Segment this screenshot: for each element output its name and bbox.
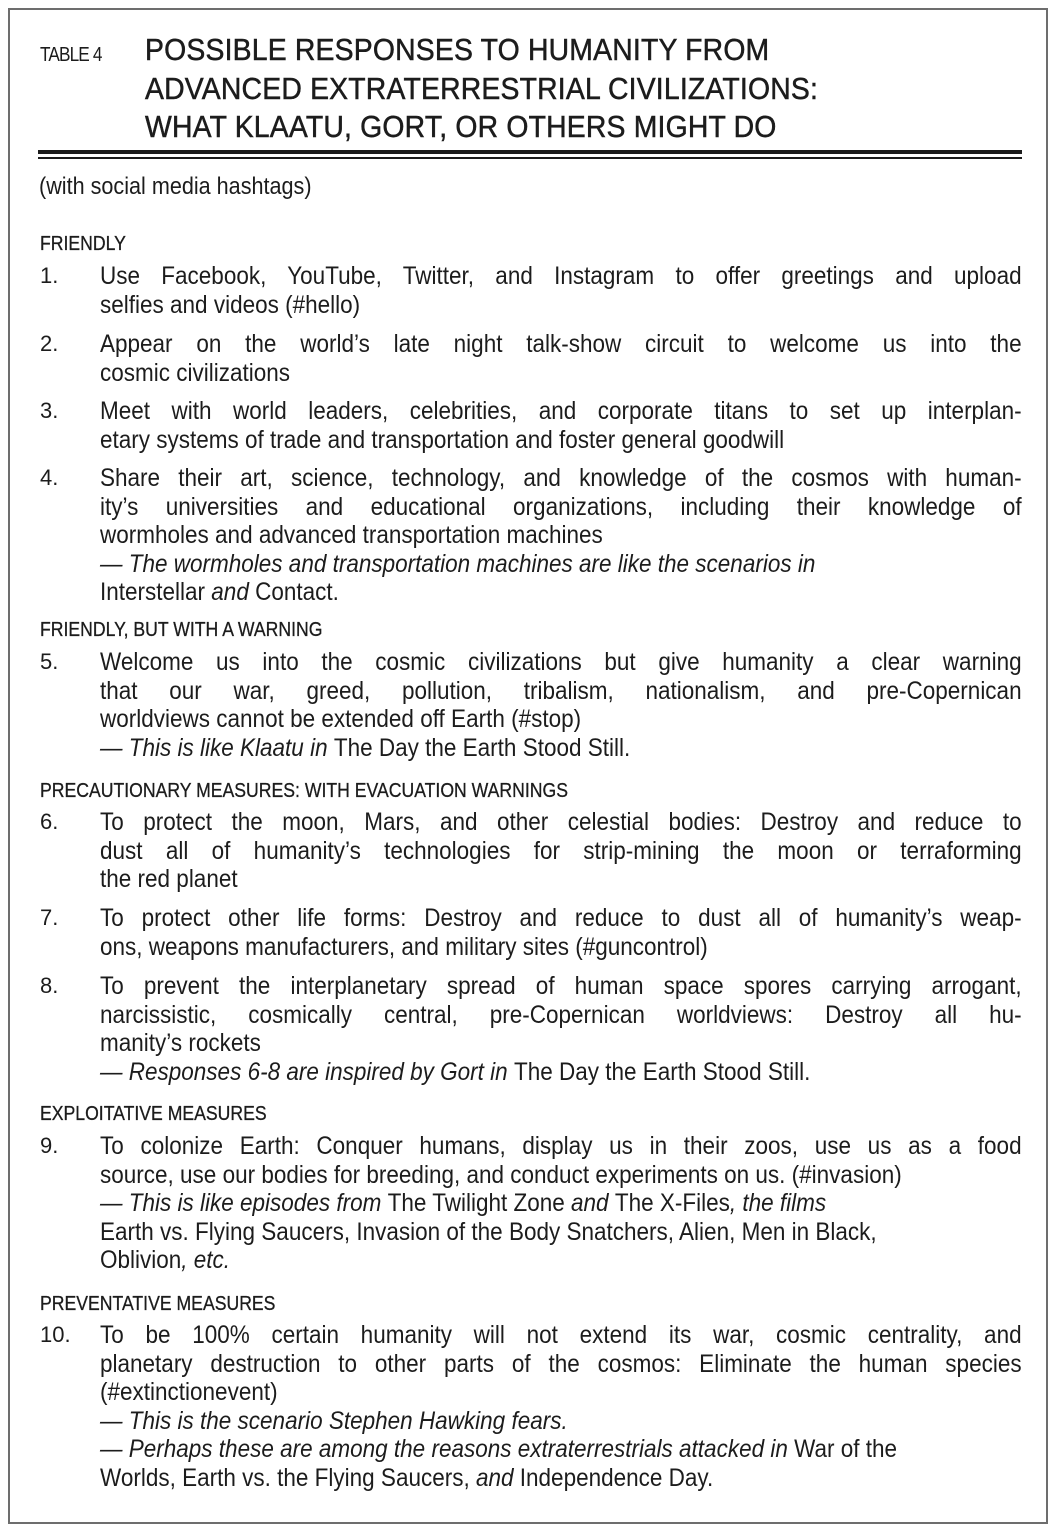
item-number: 3.	[40, 398, 59, 423]
item-note	[100, 550, 1022, 579]
section-heading: PREVENTATIVE MEASURES	[40, 1292, 276, 1315]
title-rule-thin	[38, 157, 1022, 159]
item-line: Use Facebook, YouTube, Twitter, and Instagram to offer greetings and upload	[100, 262, 1022, 290]
item-number: 10.	[40, 1322, 71, 1347]
note-title: Earth vs. Flying Saucers, Invasion of the Body Snatchers, Alien, Men in Black,	[100, 1217, 877, 1246]
item-line: planetary destruction to other parts of the cosmos: Eliminate the human species	[100, 1349, 1022, 1378]
note-commentary: , etc.	[181, 1246, 231, 1275]
item-number: 7.	[40, 905, 59, 930]
item-line: selfies and videos (#hello)	[100, 290, 361, 319]
title-rule-thick	[38, 150, 1022, 154]
item-line: ity’s universities and educational organizations, including their knowledge of	[100, 492, 1022, 521]
item-number: 9.	[40, 1133, 59, 1158]
title-line: WHAT KLAATU, GORT, OR OTHERS MIGHT DO	[145, 110, 777, 144]
item-text	[100, 808, 1022, 894]
note-title: Independence Day.	[519, 1463, 714, 1492]
item-line: that our war, greed, pollution, tribalism, nationalism, and pre-Copernican	[100, 676, 1022, 705]
note-title: The X-Files	[614, 1189, 730, 1218]
item-text	[100, 904, 1022, 961]
item-line: Welcome us into the cosmic civilizations but give humanity a clear warning	[100, 648, 1022, 676]
section-heading: EXPLOITATIVE MEASURES	[40, 1102, 267, 1125]
item-number: 4.	[40, 465, 59, 490]
item-line: To protect other life forms: Destroy and reduce to dust all of humanity’s weap-	[100, 904, 1022, 932]
title-line: ADVANCED EXTRATERRESTRIAL CIVILIZATIONS:	[145, 71, 819, 106]
note-title: The Day the Earth Stood Still.	[333, 733, 631, 762]
note-title: Worlds, Earth vs. the Flying Saucers,	[100, 1463, 470, 1492]
title-line: POSSIBLE RESPONSES TO HUMANITY FROM	[145, 33, 770, 67]
item-line: manity’s rockets	[100, 1029, 261, 1058]
section-heading: PRECAUTIONARY MEASURES: WITH EVACUATION WARNINGS	[40, 779, 568, 802]
note-title: Interstellar	[100, 578, 206, 607]
item-text	[100, 262, 1022, 319]
item-note	[100, 734, 1022, 763]
item-line: To protect the moon, Mars, and other celestial bodies: Destroy and reduce to	[100, 808, 1022, 836]
item-line: Share their art, science, technology, and knowledge of the cosmos with human-	[100, 464, 1022, 492]
item-line: To colonize Earth: Conquer humans, display us in their zoos, use us as a food	[100, 1132, 1022, 1160]
item-text	[100, 1132, 1022, 1275]
note-commentary: — This is the scenario Stephen Hawking fears.	[100, 1406, 568, 1435]
item-text	[100, 972, 1022, 1086]
note-commentary: and	[205, 578, 256, 607]
item-text	[100, 1321, 1022, 1493]
item-line: To be 100% certain humanity will not extend its war, cosmic centrality, and	[100, 1321, 1022, 1349]
note-commentary: — The wormholes and transportation machines are like the scenarios in	[100, 549, 816, 578]
item-line: To prevent the interplanetary spread of human space spores carrying arrogant,	[100, 972, 1022, 1000]
note-commentary: and	[564, 1189, 615, 1218]
item-line: Meet with world leaders, celebrities, and corporate titans to set up interplan-	[100, 397, 1022, 425]
item-line: wormholes and advanced transportation machines	[100, 521, 603, 550]
note-title: War of the	[794, 1435, 898, 1464]
item-note	[100, 1189, 1022, 1218]
table-label: TABLE 4	[40, 44, 102, 66]
item-text	[100, 330, 1022, 387]
note-commentary: — This is like episodes from	[100, 1189, 388, 1218]
item-text	[100, 397, 1022, 454]
note-commentary: , the films	[729, 1189, 827, 1218]
item-line: worldviews cannot be extended off Earth (#stop)	[100, 705, 582, 734]
item-line: the red planet	[100, 865, 238, 894]
item-line: narcissistic, cosmically central, pre-Copernican worldviews: Destroy all hu-	[100, 1000, 1022, 1029]
item-note	[100, 1218, 1022, 1247]
note-commentary: — Responses 6-8 are inspired by Gort in	[100, 1057, 514, 1086]
section-heading: FRIENDLY	[40, 232, 126, 255]
item-note	[100, 1058, 1022, 1087]
note-title: Oblivion	[100, 1246, 182, 1275]
item-note	[100, 1407, 1022, 1436]
item-number: 5.	[40, 649, 59, 674]
item-line: cosmic civilizations	[100, 358, 291, 387]
item-line: ons, weapons manufacturers, and military sites (#guncontrol)	[100, 932, 708, 961]
item-number: 8.	[40, 973, 59, 998]
note-commentary: — Perhaps these are among the reasons extraterrestrials attacked in	[100, 1435, 795, 1464]
item-number: 2.	[40, 331, 59, 356]
note-title: The Day the Earth Stood Still.	[513, 1057, 811, 1086]
section-heading: FRIENDLY, BUT WITH A WARNING	[40, 618, 323, 641]
item-note	[100, 578, 1022, 607]
item-note	[100, 1464, 1022, 1493]
item-number: 6.	[40, 809, 59, 834]
item-note	[100, 1246, 1022, 1275]
note-commentary: — This is like Klaatu in	[100, 733, 334, 762]
item-line: dust all of humanity’s technologies for strip-mining the moon or terraforming	[100, 836, 1022, 865]
item-line: (#extinctionevent)	[100, 1378, 278, 1407]
item-note	[100, 1435, 1022, 1464]
item-line: etary systems of trade and transportation and foster general goodwill	[100, 425, 785, 454]
note-title: The Twilight Zone	[387, 1189, 565, 1218]
note-title: Contact.	[255, 578, 339, 607]
note-commentary: and	[469, 1463, 520, 1492]
item-text	[100, 648, 1022, 762]
item-line: source, use our bodies for breeding, and conduct experiments on us. (#invasion)	[100, 1160, 902, 1189]
table-title	[145, 31, 963, 147]
item-number: 1.	[40, 263, 59, 288]
table-subtitle: (with social media hashtags)	[39, 173, 312, 200]
item-text	[100, 464, 1022, 607]
item-line: Appear on the world’s late night talk-show circuit to welcome us into the	[100, 330, 1022, 358]
